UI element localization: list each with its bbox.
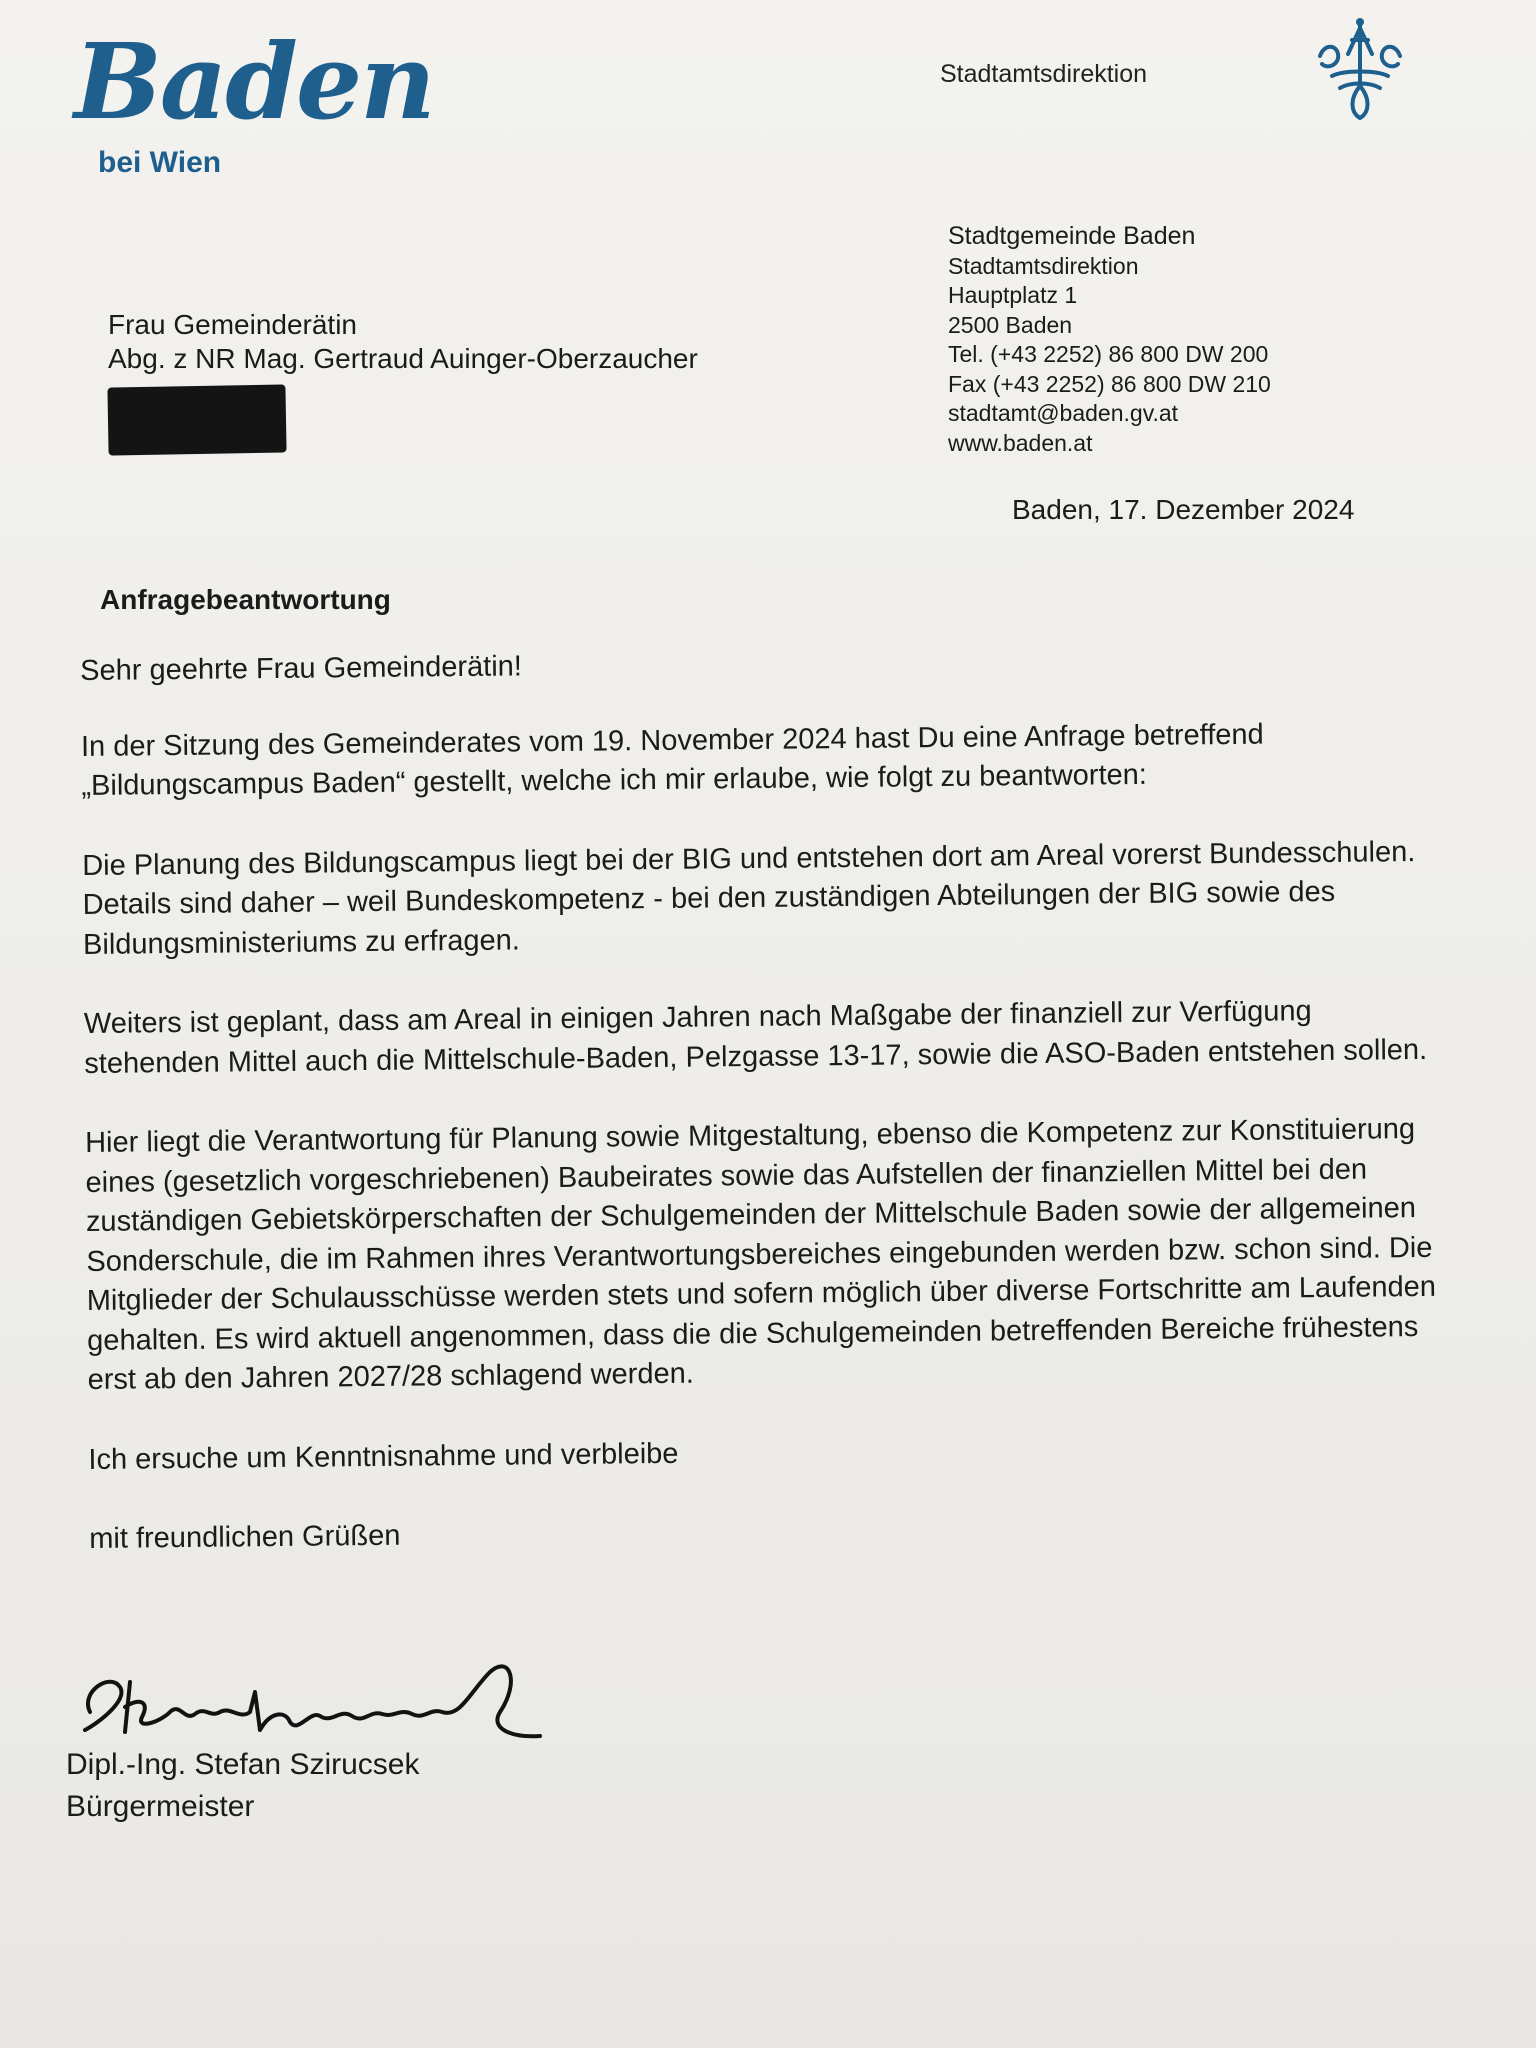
sender-email: stadtamt@baden.gv.at [948,400,1179,426]
salutation: Sehr geehrte Frau Gemeinderätin! [80,650,523,687]
letter-date: Baden, 17. Dezember 2024 [1012,494,1355,525]
signature-mark [70,1652,550,1752]
paragraph: Ich ersuche um Kenntnisnahme und verbleibe [88,1437,679,1476]
signatory-title: Bürgermeister [66,1790,255,1823]
paragraph: Hier liegt die Verantwortung für Planung sowie Mitgestaltung, ebenso die Kompetenz zur Konstituierung eines (gesetzlich vorgeschriebenen) Baubeirates sowie das Aufstellen der finanziellen Mittel bei den zuständigen Gebietskörperschaften der Schulgemeinden der Mittelschule Baden sowie der allgemeinen Sonderschule, die im Rahmen ihres Verantwortungsbereiches eingebunden werden bzw. schon sind. Die Mitglieder der Schulausschüsse werden stets und sofern möglich über diverse Fortschritte am Laufenden gehalten. Es wird aktuell angenommen, dass die die Schulgemeinden betreffenden Bereiche frühestens erst ab den Jahren 2027/28 schlagend werden. [84,1113,1437,1396]
letter-body [80,638,1460,1600]
baden-logo [74,20,434,190]
signatory-block [66,1744,419,1828]
sender-fax: Fax (+43 2252) 86 800 DW 210 [948,370,1271,397]
header-department: Stadtamtsdirektion [940,60,1148,88]
recipient-line-2: Abg. z NR Mag. Gertraud Auinger-Oberzaucher [108,343,698,374]
sender-org: Stadtgemeinde Baden [948,222,1196,250]
sender-city: 2500 Baden [948,311,1073,338]
redaction-bar [107,384,286,455]
closing: mit freundlichen Grüßen [89,1519,401,1555]
baden-coat-of-arms-icon [1310,14,1410,124]
recipient-address [108,308,828,376]
signatory-name: Dipl.-Ing. Stefan Szirucsek [66,1748,420,1781]
sender-dept: Stadtamtsdirektion [948,252,1139,279]
paragraph: Die Planung des Bildungscampus liegt bei der BIG und entstehen dort am Areal vorerst Bundesschulen. Details sind daher – weil Bundeskompetenz - bei den zuständigen Abteilungen der BIG sowie des Bildungsministeriums zu erfragen. [82,835,1416,961]
paragraph: Weiters ist geplant, dass am Areal in einigen Jahren nach Maßgabe der finanziell zur Verfügung stehenden Mittel auch die Mittelschule-Baden, Pelzgasse 13-17, sowie die ASO-Baden entstehen sollen. [83,995,1428,1080]
sender-street: Hauptplatz 1 [948,282,1078,308]
logo-subtitle: bei Wien [98,146,222,179]
sender-address [948,222,1368,458]
paragraph: In der Sitzung des Gemeinderates vom 19. November 2024 hast Du eine Anfrage betreffend „Bildungscampus Baden“ gestellt, welche ich mir erlaube, wie folgt zu beantworten: [80,718,1264,802]
sender-tel: Tel. (+43 2252) 86 800 DW 200 [948,341,1269,367]
sender-web: www.baden.at [948,429,1093,456]
logo-wordmark: Baden [74,20,434,143]
recipient-line-1: Frau Gemeinderätin [108,309,358,340]
letter-subject: Anfragebeantwortung [100,584,391,615]
